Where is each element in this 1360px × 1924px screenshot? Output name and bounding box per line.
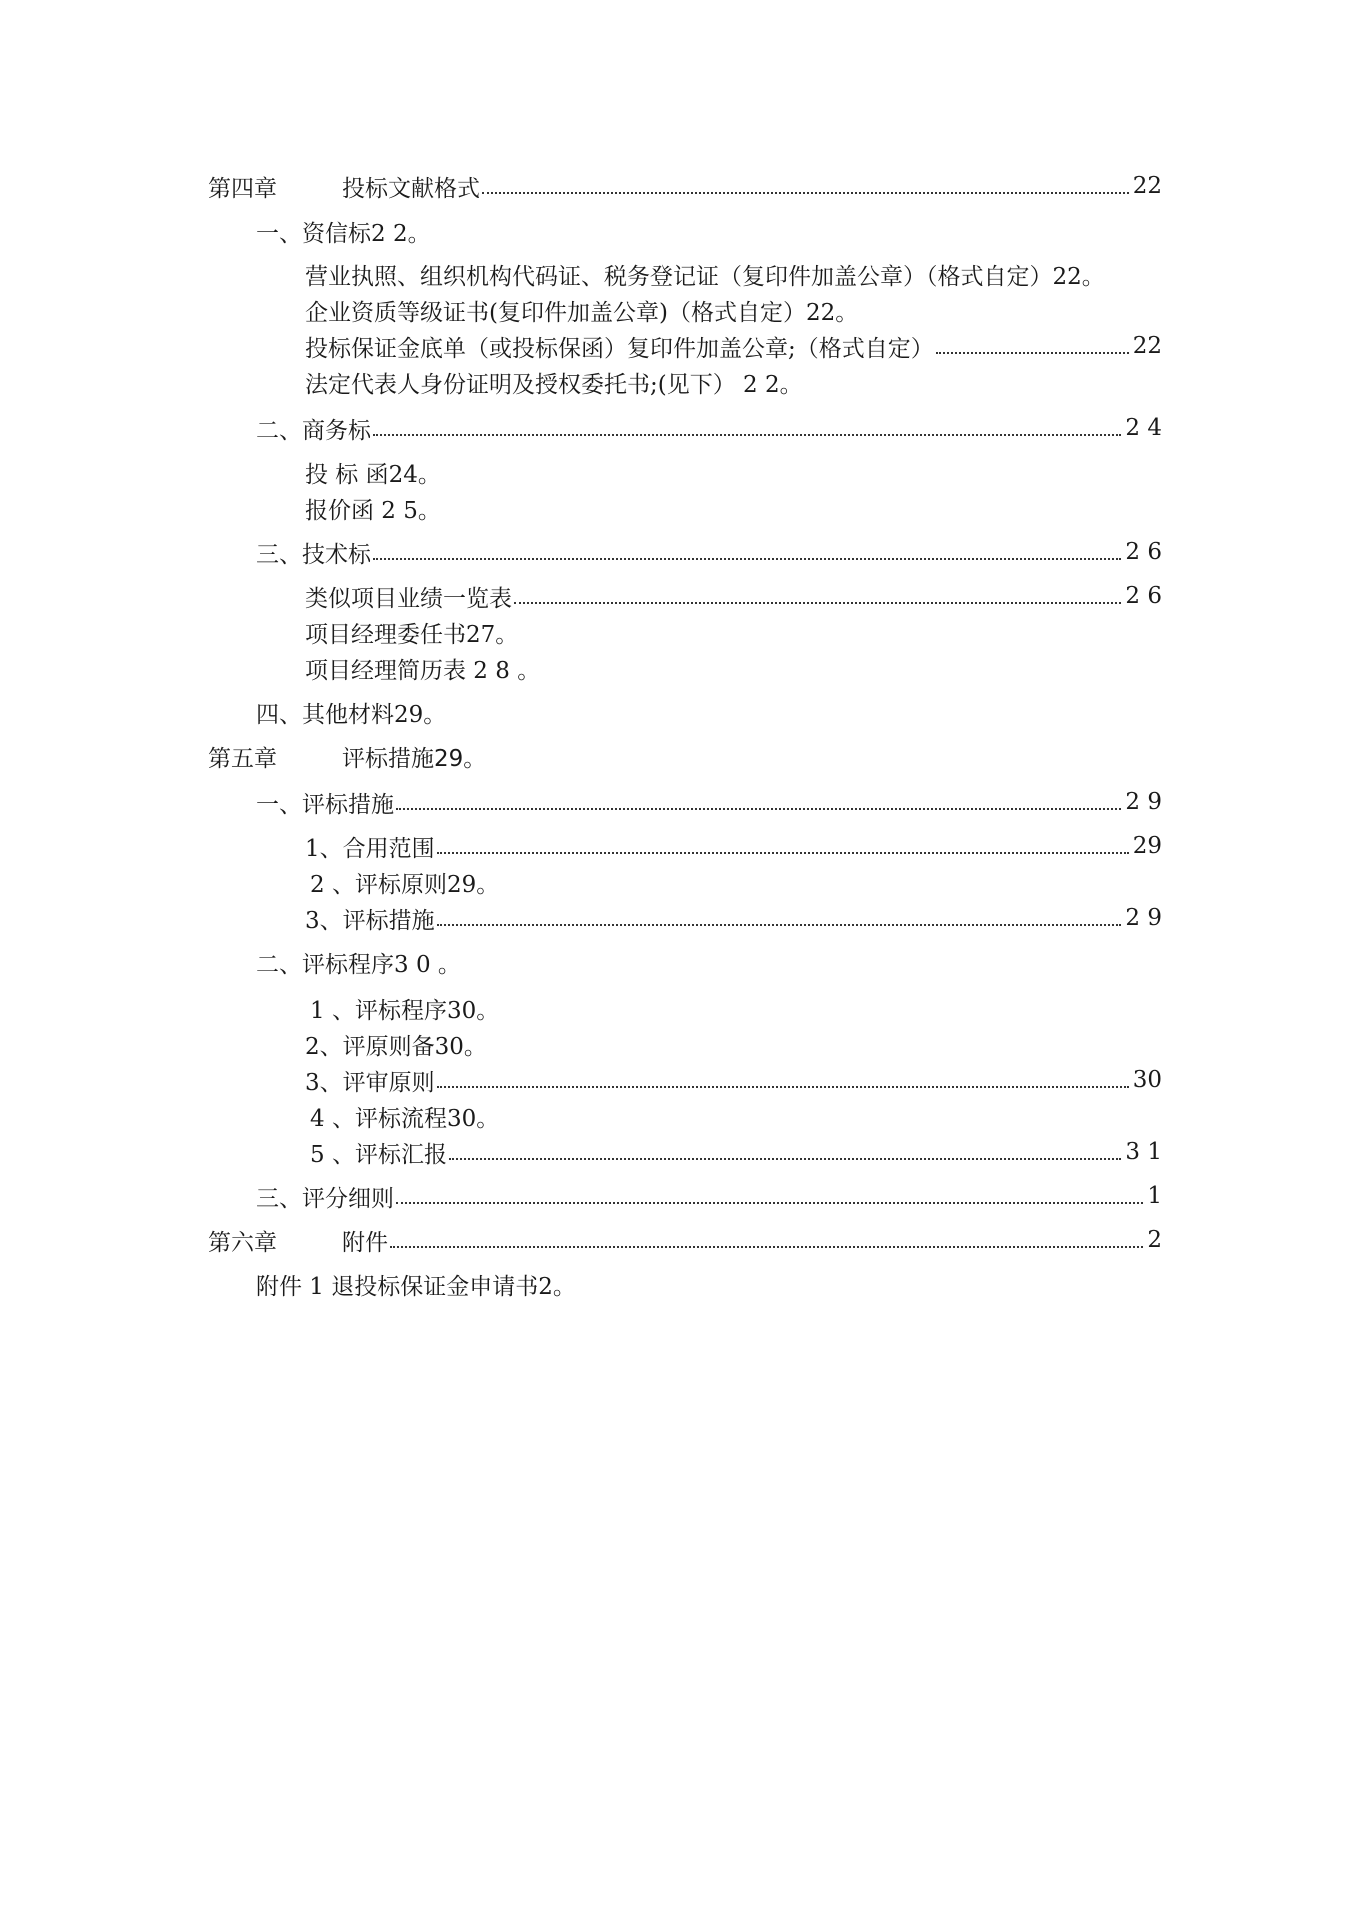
toc-entry[interactable] xyxy=(305,256,1105,292)
toc-entry-title: 1、合用范围 xyxy=(305,835,435,862)
dot-leader xyxy=(936,352,1129,354)
toc-entry[interactable] xyxy=(256,944,461,980)
toc-entry-title: 法定代表人身份证明及授权委托书;(见下） 2 2。 xyxy=(305,371,803,398)
toc-entry-title: 一、评标措施 xyxy=(256,791,394,818)
chapter-number: 第四章 xyxy=(208,175,277,202)
dot-leader xyxy=(437,852,1129,854)
toc-entry-title: 投标保证金底单（或投标保函）复印件加盖公章;（格式自定） xyxy=(305,335,934,362)
chapter-title: 附件 xyxy=(342,1229,388,1256)
toc-entry-title: 4 、评标流程30。 xyxy=(310,1105,500,1132)
toc-entry[interactable] xyxy=(310,1098,499,1134)
toc-entry-title: 三、评分细则 xyxy=(256,1185,394,1212)
dot-leader xyxy=(514,602,1121,604)
toc-entry[interactable] xyxy=(256,1266,576,1302)
toc-entry[interactable] xyxy=(256,694,446,730)
toc-entry-title: 5 、评标汇报 xyxy=(310,1141,447,1168)
toc-entry-title: 2、评原则备30。 xyxy=(305,1033,487,1060)
page-number: 30 xyxy=(1132,1067,1162,1093)
dot-leader xyxy=(449,1158,1121,1160)
toc-entry[interactable] xyxy=(256,213,431,249)
page-number: 2 6 xyxy=(1125,583,1162,609)
chapter-number: 第五章 xyxy=(208,745,277,772)
toc-entry-title: 企业资质等级证书(复印件加盖公章)（格式自定）22。 xyxy=(305,299,859,326)
page-number: 1 xyxy=(1147,1183,1162,1209)
page-number: 3 1 xyxy=(1125,1139,1162,1165)
toc-entry[interactable] xyxy=(256,410,1162,446)
toc-entry-title: 3、评审原则 xyxy=(305,1069,435,1096)
dot-leader xyxy=(437,924,1122,926)
toc-entry[interactable] xyxy=(305,292,858,328)
toc-entry[interactable] xyxy=(305,828,1162,864)
toc-entry[interactable] xyxy=(305,328,1162,364)
page-number: 2 6 xyxy=(1125,539,1162,565)
toc-entry-title: 报价函 2 5。 xyxy=(305,497,441,524)
toc-entry-title: 三、技术标 xyxy=(256,541,371,568)
toc-entry-title: 营业执照、组织机构代码证、税务登记证（复印件加盖公章）（格式自定）22。 xyxy=(305,263,1105,290)
toc-entry-title: 2 、评标原则29。 xyxy=(310,871,500,898)
toc-entry[interactable] xyxy=(256,534,1162,570)
toc-entry-title: 一、资信标2 2。 xyxy=(256,220,431,247)
toc-entry[interactable] xyxy=(256,784,1162,820)
dot-leader xyxy=(437,1086,1129,1088)
toc-entry[interactable] xyxy=(208,168,1162,204)
toc-entry-title: 3、评标措施 xyxy=(305,907,435,934)
dot-leader xyxy=(396,1202,1143,1204)
toc-entry-title: 项目经理委任书27。 xyxy=(305,621,519,648)
toc-entry[interactable] xyxy=(256,1178,1162,1214)
toc-entry[interactable] xyxy=(305,364,803,400)
page-number: 22 xyxy=(1132,333,1162,359)
toc-entry[interactable] xyxy=(305,490,441,526)
chapter-title: 投标文献格式 xyxy=(342,175,480,202)
toc-entry[interactable] xyxy=(310,864,499,900)
page-number: 2 4 xyxy=(1125,415,1162,441)
toc-entry-title: 项目经理简历表 2 8 。 xyxy=(305,657,541,684)
toc-entry[interactable] xyxy=(305,454,441,490)
dot-leader xyxy=(373,558,1121,560)
toc-entry-title: 附件 1 退投标保证金申请书2。 xyxy=(256,1273,576,1300)
toc-entry[interactable] xyxy=(310,990,499,1026)
toc-entry[interactable] xyxy=(208,1222,1162,1258)
toc-entry-title xyxy=(208,1224,388,1257)
toc-entry[interactable] xyxy=(305,900,1162,936)
page-number: 2 xyxy=(1147,1227,1162,1253)
dot-leader xyxy=(390,1246,1143,1248)
toc-entry[interactable] xyxy=(305,578,1162,614)
toc-entry[interactable] xyxy=(310,1134,1162,1170)
toc-entry-title: 1 、评标程序30。 xyxy=(310,997,500,1024)
page-number: 2 9 xyxy=(1125,789,1162,815)
toc-entry-title: 二、评标程序3 0 。 xyxy=(256,951,461,978)
toc-entry[interactable] xyxy=(305,650,540,686)
dot-leader xyxy=(482,192,1129,194)
toc-entry[interactable] xyxy=(305,614,518,650)
toc-entry-title: 投 标 函24。 xyxy=(305,461,441,488)
page-number: 29 xyxy=(1132,833,1162,859)
toc-entry[interactable] xyxy=(305,1062,1162,1098)
toc-entry-title: 四、其他材料29。 xyxy=(256,701,447,728)
dot-leader xyxy=(396,808,1121,810)
toc-entry[interactable] xyxy=(208,738,486,774)
page-number: 2 9 xyxy=(1125,905,1162,931)
toc-entry-title: 类似项目业绩一览表 xyxy=(305,585,512,612)
toc-entry[interactable] xyxy=(305,1026,487,1062)
toc-entry-title xyxy=(208,170,480,203)
toc-entry-title xyxy=(208,740,486,773)
dot-leader xyxy=(373,434,1121,436)
chapter-number: 第六章 xyxy=(208,1229,277,1256)
page-number: 22 xyxy=(1132,173,1162,199)
toc-entry-title: 二、商务标 xyxy=(256,417,371,444)
chapter-title: 评标措施29。 xyxy=(342,745,487,772)
